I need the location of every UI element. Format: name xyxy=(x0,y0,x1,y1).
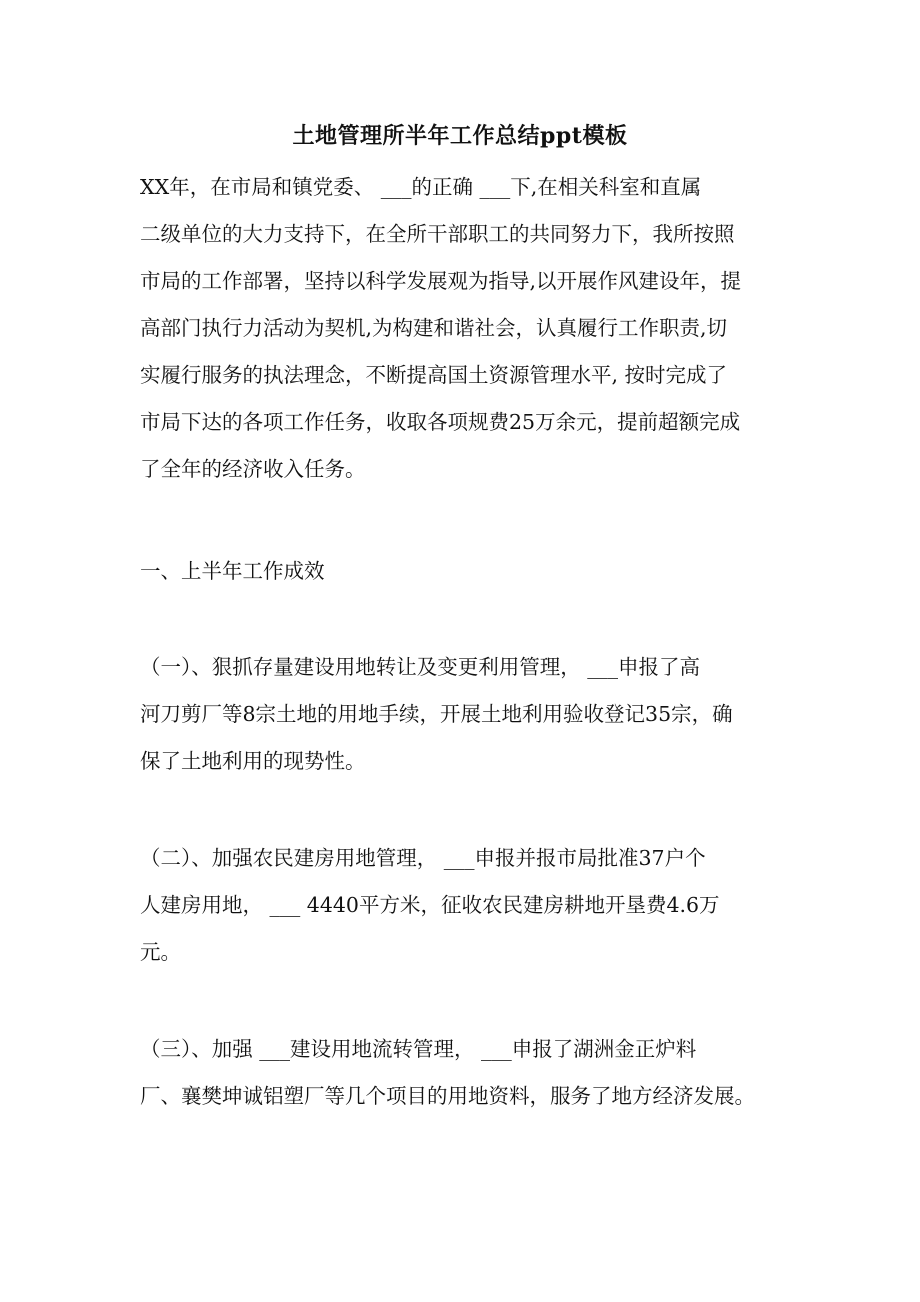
intro-line: 高部门执行力活动为契机,为构建和谐社会，认真履行工作职责,切 xyxy=(140,316,728,340)
item-line: （一）、狠抓存量建设用地转让及变更利用管理， ___申报了高 xyxy=(140,655,701,679)
intro-line: 市局下达的各项工作任务，收取各项规费25万余元，提前超额完成 xyxy=(140,410,741,434)
item-line: 元。 xyxy=(140,940,181,964)
intro-line: 了全年的经济收入任务。 xyxy=(140,457,366,481)
item-line: 保了土地利用的现势性。 xyxy=(140,749,366,773)
item-line: 河刀剪厂等8宗土地的用地手续，开展土地利用验收登记35宗，确 xyxy=(140,702,733,726)
item-line: （二）、加强农民建房用地管理， ___申报并报市局批准37户个 xyxy=(140,846,706,870)
intro-line: XX年，在市局和镇党委、 ___的正确 ___下,在相关科室和直属 xyxy=(140,175,702,199)
item-line: （三）、加强 ___建设用地流转管理， ___申报了湖洲金正炉料 xyxy=(140,1037,697,1061)
item-line: 人建房用地， ___ 4440平方米，征收农民建房耕地开垦费4.6万 xyxy=(140,893,720,917)
intro-line: 市局的工作部署，坚持以科学发展观为指导,以开展作风建设年，提 xyxy=(140,269,742,293)
intro-line: 二级单位的大力支持下，在全所干部职工的共同努力下，我所按照 xyxy=(140,222,735,246)
intro-line: 实履行服务的执法理念，不断提高国土资源管理水平, 按时完成了 xyxy=(140,363,728,387)
section-heading: 一、上半年工作成效 xyxy=(140,559,325,583)
item-line: 厂、襄樊坤诚铝塑厂等几个项目的用地资料，服务了地方经济发展。 xyxy=(140,1084,755,1108)
document-title: 土地管理所半年工作总结ppt模板 xyxy=(292,123,628,149)
